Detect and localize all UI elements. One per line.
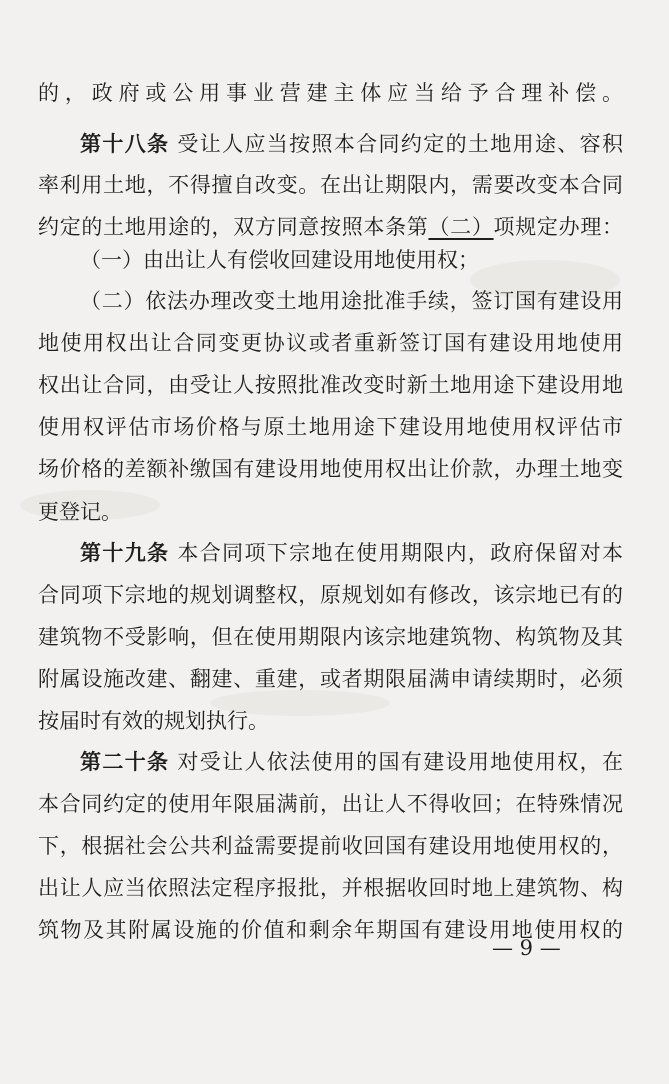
- article-heading: 第二十条: [80, 749, 170, 774]
- article-heading: 第十八条: [80, 131, 170, 156]
- text-line: [80, 535, 623, 571]
- text-line: [38, 75, 623, 111]
- line-text: 合同项下宗地的规划调整权，原规划如有修改，该宗地已有的: [38, 583, 623, 607]
- line-text: 建筑物不受影响，但在使用期限内该宗地建筑物、构筑物及其: [38, 625, 623, 649]
- text-line: [80, 242, 479, 278]
- line-text: 地使用权出让合同变更协议或者重新签订国有建设用地使用: [38, 331, 623, 355]
- page-number: — 9 —: [492, 936, 561, 960]
- line-text: 本合同项下宗地在使用期限内，政府保留对本: [169, 541, 623, 565]
- line-text: （二）依法办理改变土地用途批准手续，签订国有建设用: [80, 289, 623, 313]
- line-text: 下，根据社会公共利益需要提前收回国有建设用地使用权的，: [38, 834, 623, 858]
- line-text: 率利用土地，不得擅自改变。在出让期限内，需要改变本合同: [38, 173, 623, 197]
- line-text: 场价格的差额补缴国有建设用地使用权出让价款，办理土地变: [38, 457, 623, 481]
- text-line: [38, 494, 122, 530]
- text-line: [38, 167, 623, 203]
- text-line: [38, 451, 623, 487]
- line-text: 出让人应当依照法定程序报批，并根据收回时地上建筑物、构: [38, 876, 623, 900]
- filled-blank: （二）: [428, 215, 494, 239]
- line-text: 约定的土地用途的，双方同意按照本条第: [38, 215, 429, 239]
- line-text: 受让人应当按照本合同约定的土地用途、容积: [169, 132, 623, 156]
- text-line: [38, 209, 623, 245]
- line-text: 对受让人依法使用的国有建设用地使用权，在: [169, 750, 623, 774]
- text-line: [80, 744, 623, 780]
- text-line: [38, 367, 623, 403]
- text-line: [38, 703, 269, 739]
- text-line: [38, 786, 623, 822]
- line-text: 项规定办理：: [493, 215, 623, 239]
- line-text: 权出让合同，由受让人按照批准改变时新土地用途下建设用地: [38, 373, 623, 397]
- line-text: 按届时有效的规划执行。: [38, 709, 269, 733]
- line-text: 附属设施改建、翻建、重建，或者期限届满申请续期时，必须: [38, 667, 623, 691]
- text-line: [38, 577, 623, 613]
- text-line: [38, 409, 623, 445]
- text-line: [80, 126, 623, 162]
- line-text: 使用权评估市场价格与原土地用途下建设用地使用权评估市: [38, 415, 623, 439]
- article-heading: 第十九条: [80, 540, 170, 565]
- text-line: [80, 283, 623, 319]
- line-text: 更登记。: [38, 500, 122, 524]
- line-text: 本合同约定的使用年限届满前，出让人不得收回；在特殊情况: [38, 792, 623, 816]
- line-text: 筑物及其附属设施的价值和剩余年期国有建设用地使用权的: [38, 918, 623, 942]
- text-line: [38, 828, 623, 864]
- line-text: （一）由出让人有偿收回建设用地使用权；: [80, 248, 479, 272]
- line-text: 的，政府或公用事业营建主体应当给予合理补偿。: [38, 81, 623, 105]
- text-line: [38, 870, 623, 906]
- text-line: [38, 619, 623, 655]
- text-line: [38, 325, 623, 361]
- text-line: [38, 661, 623, 697]
